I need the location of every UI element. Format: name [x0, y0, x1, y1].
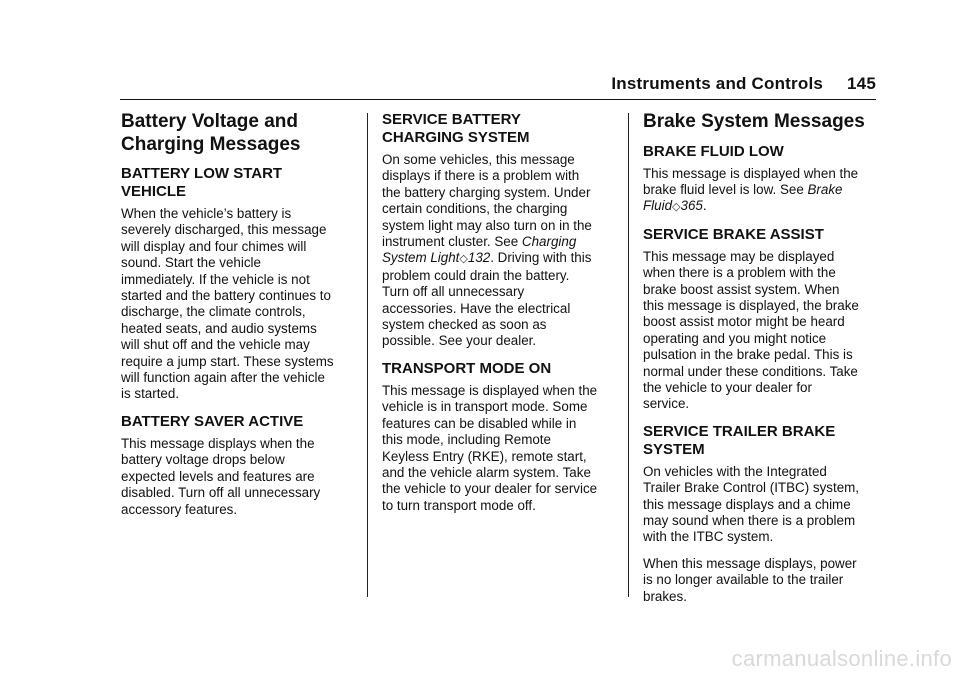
ref-brake-fluid-2[interactable]: Fluid [643, 198, 673, 214]
column-1 [121, 111, 353, 528]
ref-page-365[interactable]: 365 [680, 198, 703, 214]
subheading-battery-saver: BATTERY SAVER ACTIVE [121, 412, 304, 430]
paragraph-service-brake-assist: This message may be displayed when there is a problem with the brake boost assist system. When this message is displayed, the brake boost assist motor might be heard operating and you might notice pulsation in the brake pedal. This is normal under these conditions. Take the vehicle to your dealer for service. [643, 248, 859, 412]
header-rule [120, 99, 876, 100]
column-2 [382, 111, 614, 524]
paragraph-trailer-brake-1: On vehicles with the Integrated Trailer Brake Control (ITBC) system, this message displays and a chime may sound when there is a problem with the ITBC system. [643, 463, 860, 545]
ref-charging-system-light-2[interactable]: System Light [382, 250, 460, 266]
page-ref-icon: ◇ [672, 201, 681, 214]
page-number: 145 [847, 74, 876, 93]
watermark: carmanualsonline.info [731, 646, 952, 671]
paragraph-brake-fluid-low: This message is displayed when the brake fluid level is low. See Brake Fluid◇365. [643, 165, 859, 214]
column-divider-2 [628, 113, 629, 597]
column-3 [643, 111, 875, 615]
paragraph-battery-low: When the vehicle’s battery is severely discharged, this message will display and four chimes will sound. Start the vehicle immediately. If the vehicle is not started and the battery continues to discharge, the climate controls, heated seats, and audio systems will shut off and the vehicle may require a jump start. These systems will function again after the vehicle is started. [121, 206, 334, 402]
paragraph-service-battery: On some vehicles, this message displays if there is a problem with the battery charging system. Under certain conditions, the charging system light may also turn on in the instrument cluster. See Charging System Light◇132. Driving with this problem could drain the battery. Turn off all unnecessary accessories. Have the electrical system checked as soon as possible. See your dealer. [382, 152, 592, 349]
page-ref-icon: ◇ [459, 253, 468, 266]
subheading-brake-fluid-low: BRAKE FLUID LOW [643, 142, 784, 160]
subheading-service-battery: SERVICE BATTERY CHARGING SYSTEM [382, 111, 530, 146]
paragraph-battery-saver: This message displays when the battery voltage drops below expected levels and features are disabled. Turn off all unnecessary accessory features. [121, 435, 321, 517]
subheading-transport-mode: TRANSPORT MODE ON [382, 359, 552, 377]
ref-brake-fluid[interactable]: Brake [807, 181, 843, 197]
ref-page-132[interactable]: 132 [467, 250, 491, 266]
section-heading-brake: Brake System Messages [643, 111, 865, 132]
ref-charging-system-light[interactable]: Charging [521, 234, 577, 250]
page-header [611, 74, 876, 94]
subheading-service-brake-assist: SERVICE BRAKE ASSIST [643, 225, 824, 243]
column-divider-1 [367, 113, 368, 597]
paragraph-transport-mode: This message is displayed when the vehicle is in transport mode. Some features can be disabled while in this mode, including Remote Keyless Entry (RKE), remote start, and the vehicle alarm system. Take the vehicle to your dealer for service to turn transport mode off. [382, 382, 598, 513]
section-title: Instruments and Controls [611, 74, 824, 93]
subheading-service-trailer-brake: SERVICE TRAILER BRAKE SYSTEM [643, 422, 836, 458]
section-heading-battery: Battery Voltage and Charging Messages [121, 111, 301, 155]
paragraph-trailer-brake-2: When this message displays, power is no longer available to the trailer brakes. [643, 555, 857, 604]
subheading-battery-low: BATTERY LOW START VEHICLE [121, 165, 283, 200]
